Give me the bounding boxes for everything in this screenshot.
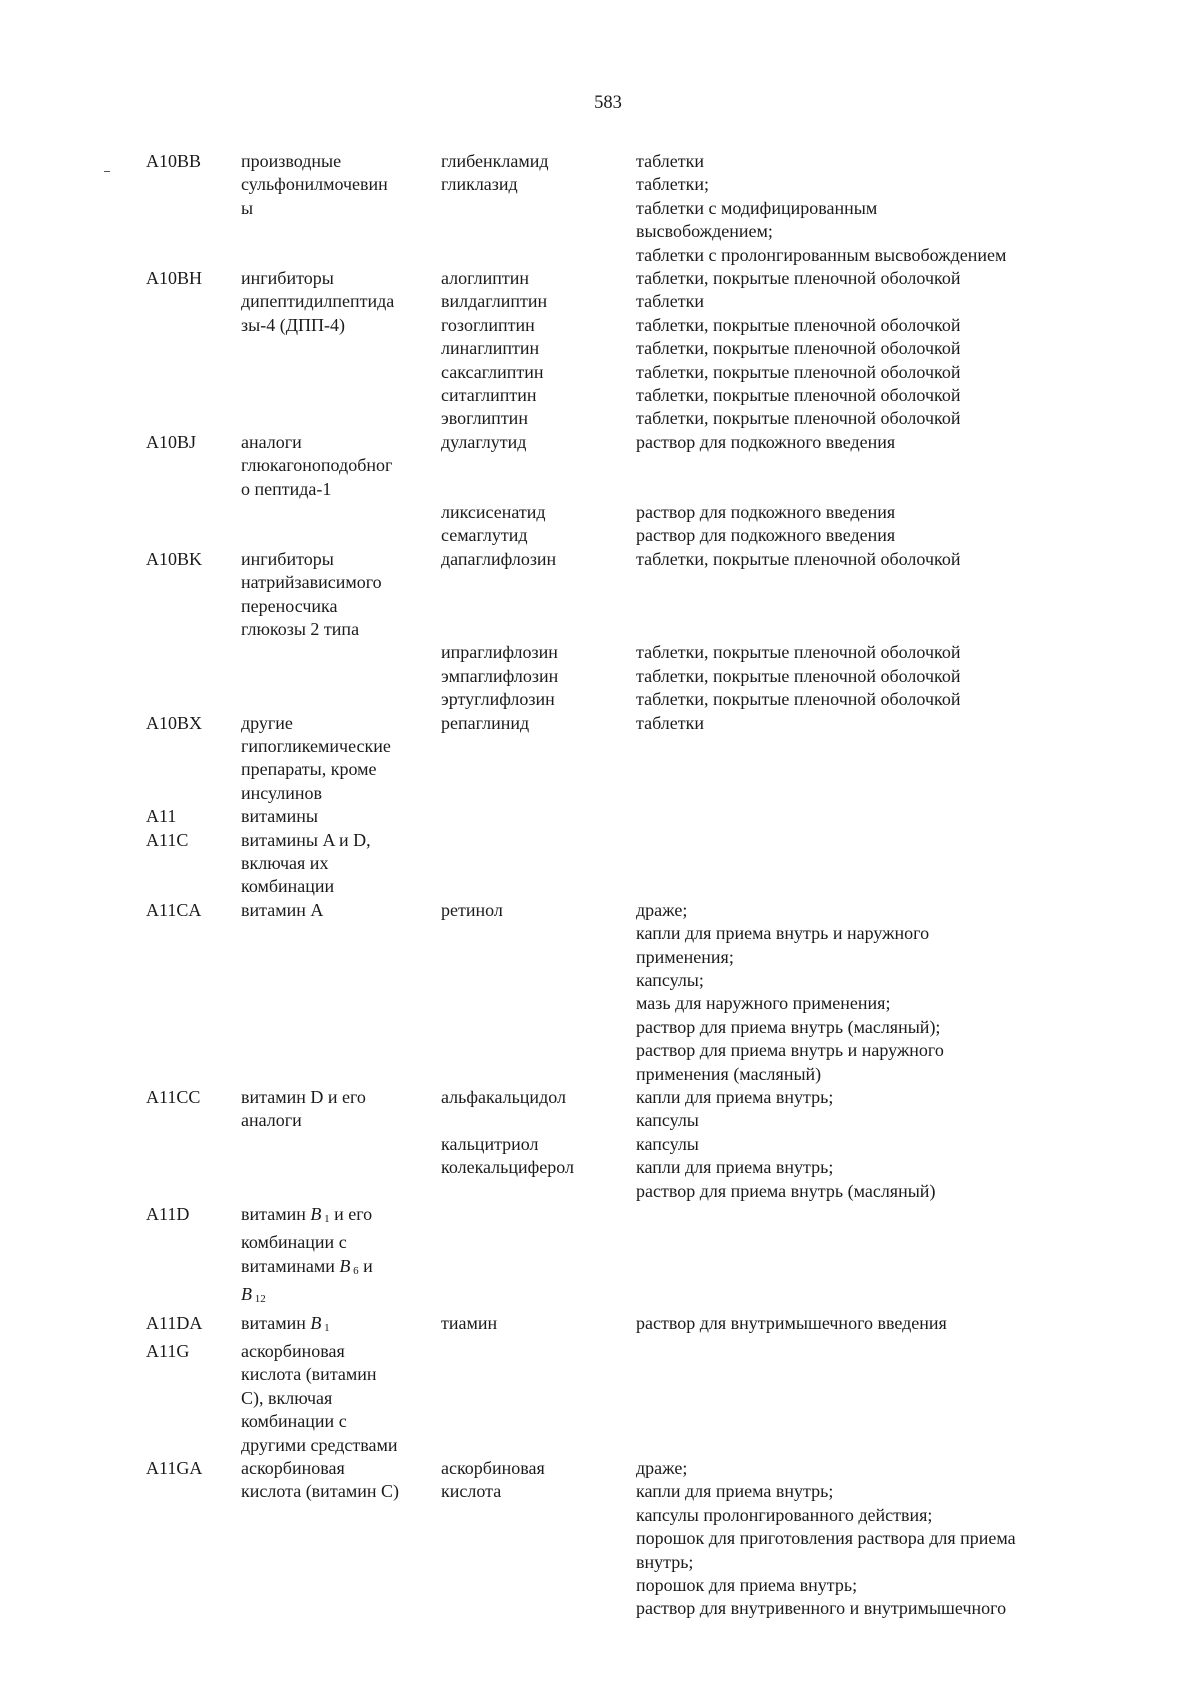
- dosage-form: драже;: [636, 899, 688, 920]
- group-name: комбинации с: [241, 1232, 347, 1253]
- group-name: [241, 1039, 416, 1062]
- drug-name: альфакальцидол: [441, 1086, 566, 1107]
- group-name: инсулинов: [241, 782, 322, 803]
- row-line: [146, 197, 1106, 220]
- row-line: [146, 1312, 1106, 1340]
- row-line: [146, 1480, 1106, 1503]
- table-row: [146, 1086, 1106, 1203]
- group-name: переносчика: [241, 595, 338, 616]
- row-line: [146, 735, 1106, 758]
- row-line: [146, 1504, 1106, 1527]
- drug-name: саксаглиптин: [441, 361, 544, 382]
- row-line: [146, 595, 1106, 618]
- table-row: [146, 712, 1106, 806]
- row-line: [146, 1016, 1106, 1039]
- page-number: 583: [594, 93, 622, 113]
- group-name: [241, 220, 416, 243]
- row-line: [146, 782, 1106, 805]
- group-name: [241, 1156, 416, 1179]
- row-line: [146, 173, 1106, 196]
- dosage-form: капли для приема внутрь и наружного: [636, 923, 930, 944]
- table-row: [146, 267, 1106, 431]
- drug-name: вилдаглиптин: [441, 291, 548, 312]
- atc-code: A11GA: [146, 1458, 203, 1479]
- group-name: другие: [241, 712, 293, 733]
- dosage-form: раствор для приема внутрь (масляный);: [636, 1016, 941, 1037]
- group-name: [241, 1063, 416, 1086]
- drug-name: эмпаглифлозин: [441, 665, 559, 686]
- row-line: [146, 524, 1106, 547]
- atc-code: A10BX: [146, 712, 203, 733]
- atc-code: A10BK: [146, 548, 203, 569]
- row-line: [146, 1180, 1106, 1203]
- dosage-form: порошок для приема внутрь;: [636, 1575, 858, 1595]
- row-line: [146, 1363, 1106, 1386]
- atc-code: A11CA: [146, 899, 202, 920]
- table-row: [146, 641, 1106, 711]
- atc-code: A11: [146, 806, 177, 827]
- row-line: [146, 267, 1106, 290]
- dosage-form: таблетки, покрытые пленочной оболочкой: [636, 314, 961, 335]
- group-name: [241, 1180, 416, 1203]
- group-name: ы: [241, 197, 254, 218]
- group-name: [241, 501, 416, 524]
- row-line: [146, 1387, 1106, 1410]
- dosage-form: таблетки: [636, 712, 705, 733]
- group-name: витамины: [241, 806, 318, 827]
- group-name: натрийзависимого: [241, 572, 382, 593]
- dosage-form: капсулы;: [636, 970, 704, 991]
- atc-code: A11CC: [146, 1086, 201, 1107]
- row-line: [146, 431, 1106, 454]
- group-name: B 12: [241, 1284, 266, 1306]
- group-name: аскорбиновая: [241, 1340, 345, 1361]
- atc-code: A11G: [146, 1340, 190, 1361]
- row-line: [146, 1086, 1106, 1109]
- group-name: [241, 244, 416, 267]
- drug-name: гозоглиптин: [441, 314, 535, 335]
- table-row: [146, 1457, 1106, 1621]
- row-line: [146, 758, 1106, 781]
- group-name: [241, 1016, 416, 1039]
- table-row: [146, 1203, 1106, 1312]
- dosage-form: таблетки, покрытые пленочной оболочкой: [636, 385, 961, 405]
- dosage-form: таблетки, покрытые пленочной оболочкой: [636, 642, 961, 663]
- group-name: [241, 1551, 416, 1574]
- drug-name: алоглиптин: [441, 268, 529, 288]
- group-name: о пептида-1: [241, 478, 332, 499]
- dosage-form: таблетки, покрытые пленочной оболочкой: [636, 548, 961, 569]
- row-line: [146, 244, 1106, 267]
- group-name: витамин B 1: [241, 1312, 330, 1334]
- group-name: витамины A и D,: [241, 829, 371, 850]
- dosage-form: таблетки с модифицированным: [636, 197, 878, 218]
- group-name: [241, 1504, 416, 1527]
- row-line: [146, 361, 1106, 384]
- group-name: кислота (витамин C): [241, 1481, 400, 1502]
- group-name: [241, 1574, 416, 1597]
- group-name: [241, 922, 416, 945]
- row-line: [146, 501, 1106, 524]
- dosage-form: таблетки, покрытые пленочной оболочкой: [636, 268, 961, 288]
- row-line: [146, 1410, 1106, 1433]
- group-name: [241, 641, 416, 664]
- dosage-form: раствор для внутривенного и внутримышечного: [636, 1598, 1007, 1619]
- group-name: гипогликемические: [241, 735, 391, 756]
- group-name: [241, 688, 416, 711]
- group-name: [241, 1527, 416, 1550]
- group-name: [241, 665, 416, 688]
- row-line: [146, 384, 1106, 407]
- dosage-form: капли для приема внутрь;: [636, 1086, 834, 1107]
- drug-name: кислота: [441, 1481, 502, 1502]
- table-row: [146, 899, 1106, 1086]
- group-name: включая их: [241, 853, 329, 874]
- row-line: [146, 571, 1106, 594]
- group-name: [241, 384, 416, 407]
- group-name: дипептидилпептида: [241, 291, 395, 312]
- row-line: [146, 1434, 1106, 1457]
- dosage-form: высвобождением;: [636, 221, 773, 242]
- row-line: [146, 548, 1106, 571]
- dosage-form: раствор для приема внутрь (масляный): [636, 1180, 936, 1201]
- drug-name: линаглиптин: [441, 338, 540, 359]
- drug-name: эртуглифлозин: [441, 689, 555, 710]
- group-name: [241, 407, 416, 430]
- dosage-form: таблетки, покрытые пленочной оболочкой: [636, 665, 961, 686]
- row-line: [146, 712, 1106, 735]
- drug-name: эвоглиптин: [441, 408, 528, 429]
- group-name: [241, 969, 416, 992]
- dosage-form: капсулы: [636, 1110, 699, 1131]
- dosage-form: таблетки, покрытые пленочной оболочкой: [636, 689, 961, 710]
- row-line: [146, 1063, 1106, 1086]
- dosage-form: внутрь;: [636, 1551, 694, 1572]
- group-name: витамин B 1 и его: [241, 1203, 373, 1225]
- drug-name: дулаглутид: [441, 431, 527, 452]
- drug-name: дапаглифлозин: [441, 548, 557, 569]
- margin-mark: [104, 171, 110, 172]
- row-line: [146, 946, 1106, 969]
- group-name: аналоги: [241, 1110, 302, 1131]
- dosage-form: раствор для приема внутрь и наружного: [636, 1040, 944, 1061]
- dosage-form: таблетки: [636, 151, 705, 171]
- group-name: комбинации: [241, 876, 335, 897]
- row-line: [146, 1457, 1106, 1480]
- table-row: [146, 829, 1106, 899]
- row-line: [146, 407, 1106, 430]
- group-name: аскорбиновая: [241, 1458, 345, 1479]
- drug-name: аскорбиновая: [441, 1458, 545, 1479]
- group-name: глюкагоноподобног: [241, 455, 393, 476]
- group-name: аналоги: [241, 431, 302, 452]
- row-line: [146, 454, 1106, 477]
- drug-classification-table: [146, 150, 1106, 1621]
- group-name: витамин A: [241, 899, 324, 920]
- row-line: [146, 1133, 1106, 1156]
- dosage-form: таблетки, покрытые пленочной оболочкой: [636, 408, 961, 429]
- atc-code: A10BH: [146, 268, 203, 288]
- row-line: [146, 1574, 1106, 1597]
- group-name: глюкозы 2 типа: [241, 619, 360, 639]
- row-line: [146, 829, 1106, 852]
- drug-name: гликлазид: [441, 174, 518, 195]
- dosage-form: применения;: [636, 946, 734, 967]
- row-line: [146, 1527, 1106, 1550]
- group-name: [241, 337, 416, 360]
- drug-name: глибенкламид: [441, 151, 549, 171]
- atc-code: A10BJ: [146, 431, 197, 452]
- group-name: витамин D и его: [241, 1086, 366, 1107]
- row-line: [146, 665, 1106, 688]
- group-name: витаминами B 6 и: [241, 1255, 373, 1277]
- drug-name: семаглутид: [441, 525, 528, 546]
- row-line: [146, 852, 1106, 875]
- row-line: [146, 992, 1106, 1015]
- drug-name: ситаглиптин: [441, 385, 537, 405]
- dosage-form: раствор для подкожного введения: [636, 502, 896, 522]
- group-name: [241, 946, 416, 969]
- row-line: [146, 1039, 1106, 1062]
- dosage-form: таблетки с пролонгированным высвобождением: [636, 244, 1007, 265]
- dosage-form: драже;: [636, 1458, 688, 1479]
- dosage-form: капсулы: [636, 1133, 699, 1154]
- atc-code: A11D: [146, 1203, 190, 1224]
- row-line: [146, 220, 1106, 243]
- dosage-form: таблетки: [636, 291, 705, 312]
- row-line: [146, 805, 1106, 828]
- group-name: C), включая: [241, 1387, 333, 1408]
- row-line: [146, 1283, 1106, 1311]
- drug-name: кальцитриол: [441, 1133, 539, 1154]
- row-line: [146, 875, 1106, 898]
- table-row: [146, 548, 1106, 642]
- group-name: сульфонилмочевин: [241, 174, 388, 195]
- dosage-form: таблетки;: [636, 174, 710, 195]
- row-line: [146, 1597, 1106, 1620]
- row-line: [146, 314, 1106, 337]
- row-line: [146, 688, 1106, 711]
- group-name: комбинации с: [241, 1411, 347, 1432]
- group-name: ингибиторы: [241, 268, 334, 288]
- table-row: [146, 150, 1106, 267]
- atc-code: A11DA: [146, 1312, 203, 1333]
- table-row: [146, 805, 1106, 828]
- table-row: [146, 1340, 1106, 1457]
- dosage-form: раствор для внутримышечного введения: [636, 1312, 947, 1333]
- group-name: производные: [241, 151, 342, 171]
- row-line: [146, 1551, 1106, 1574]
- group-name: [241, 1133, 416, 1156]
- dosage-form: капли для приема внутрь;: [636, 1481, 834, 1502]
- group-name: [241, 992, 416, 1015]
- dosage-form: раствор для подкожного введения: [636, 431, 896, 452]
- drug-name: ликсисенатид: [441, 502, 546, 522]
- dosage-form: капсулы пролонгированного действия;: [636, 1504, 933, 1525]
- row-line: [146, 1109, 1106, 1132]
- group-name: [241, 524, 416, 547]
- group-name: ингибиторы: [241, 548, 334, 569]
- row-line: [146, 1340, 1106, 1363]
- dosage-form: раствор для подкожного введения: [636, 525, 896, 546]
- drug-name: репаглинид: [441, 712, 530, 733]
- row-line: [146, 1156, 1106, 1179]
- row-line: [146, 150, 1106, 173]
- row-line: [146, 1203, 1106, 1231]
- row-line: [146, 922, 1106, 945]
- dosage-form: таблетки, покрытые пленочной оболочкой: [636, 338, 961, 359]
- group-name: другими средствами: [241, 1434, 398, 1455]
- atc-code: A11C: [146, 829, 189, 850]
- row-line: [146, 1255, 1106, 1283]
- group-name: [241, 361, 416, 384]
- row-line: [146, 641, 1106, 664]
- atc-code: A10BB: [146, 151, 202, 171]
- table-row: [146, 501, 1106, 548]
- table-row: [146, 431, 1106, 501]
- row-line: [146, 899, 1106, 922]
- dosage-form: мазь для наружного применения;: [636, 993, 891, 1014]
- group-name: препараты, кроме: [241, 759, 377, 780]
- table-row: [146, 1312, 1106, 1340]
- row-line: [146, 290, 1106, 313]
- dosage-form: таблетки, покрытые пленочной оболочкой: [636, 361, 961, 382]
- row-line: [146, 478, 1106, 501]
- group-name: [241, 1597, 416, 1620]
- group-name: зы-4 (ДПП-4): [241, 314, 345, 335]
- dosage-form: капли для приема внутрь;: [636, 1157, 834, 1178]
- row-line: [146, 618, 1106, 641]
- drug-name: ретинол: [441, 899, 503, 920]
- row-line: [146, 969, 1106, 992]
- row-line: [146, 1231, 1106, 1254]
- drug-name: колекальциферол: [441, 1157, 575, 1178]
- dosage-form: порошок для приготовления раствора для приема: [636, 1528, 1016, 1549]
- dosage-form: применения (масляный): [636, 1063, 822, 1084]
- drug-name: тиамин: [441, 1312, 498, 1333]
- drug-name: ипраглифлозин: [441, 642, 558, 663]
- row-line: [146, 337, 1106, 360]
- group-name: кислота (витамин: [241, 1364, 377, 1385]
